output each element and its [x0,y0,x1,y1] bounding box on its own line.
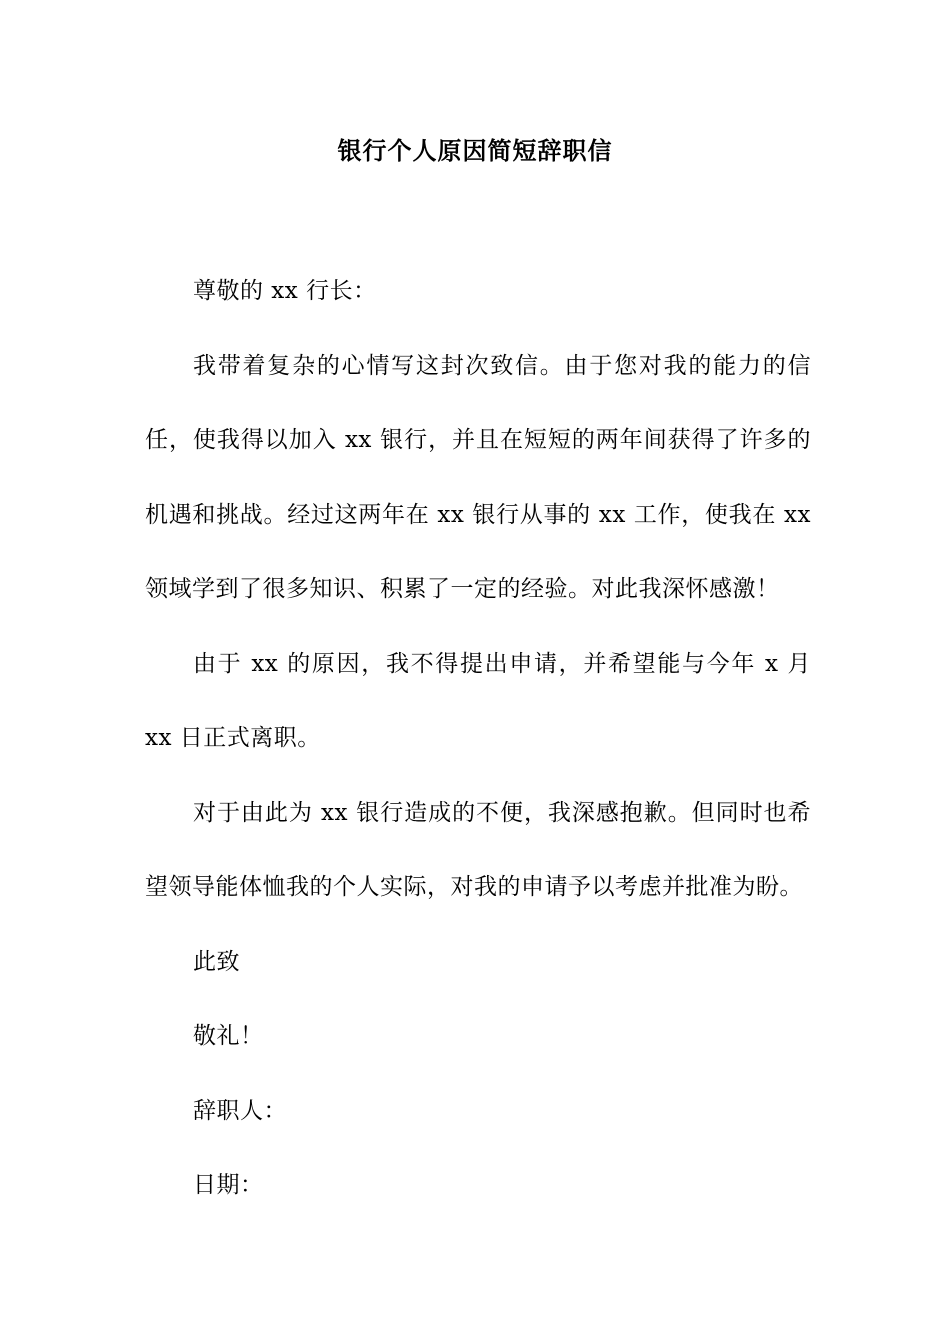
paragraph-apology: 对于由此为 xx 银行造成的不便，我深感抱歉。但同时也希望领导能体恤我的个人实际，对我的申请予以考虑并批准为盼。 [145,799,811,900]
paragraph-gratitude: 我带着复杂的心情写这封次致信。由于您对我的能力的信任，使我得以加入 xx 银行，并且在短短的两年间获得了许多的机遇和挑战。经过这两年在 xx 银行从事的 xx 工作，使我在 xx 领域学到了很多知识、积累了一定的经验。对此我深怀感激！ [145,352,811,602]
signer-label: 辞职人： [193,1097,287,1124]
salutation: 尊敬的 xx 行长： [193,278,377,304]
letter-body [145,254,811,1223]
date-label: 日期： [193,1172,264,1198]
document-title: 银行个人原因简短辞职信 [337,136,613,165]
paragraph-reason: 由于 xx 的原因，我不得提出申请，并希望能与今年 x 月 xx 日正式离职。 [145,650,811,751]
closing-line-1: 此致 [193,948,240,975]
closing-line-2: 敬礼！ [193,1023,264,1049]
